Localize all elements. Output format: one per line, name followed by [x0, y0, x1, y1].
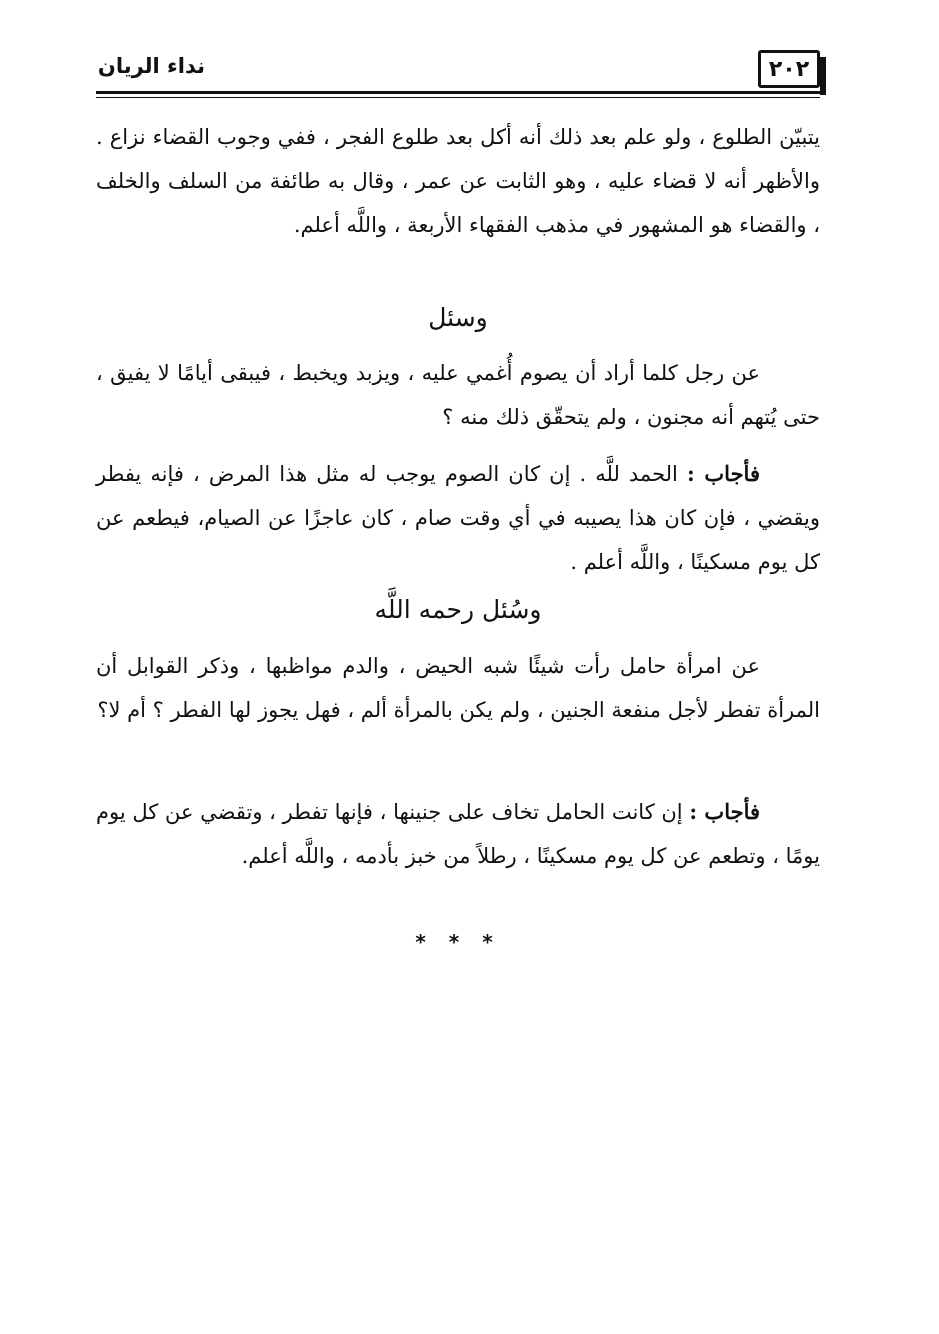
- running-title: نداء الريان: [97, 54, 205, 78]
- section-heading-2: وسُئل رحمه اللَّه: [374, 595, 542, 624]
- paragraph-continuation: يتبيّن الطلوع ، ولو علم بعد ذلك أنه أكل بعد طلوع الفجر ، ففي وجوب القضاء نزاع . والأظهر أنه لا قضاء عليه ، وهو الثابت عن عمر ، وقال به طائفة من السلف والخلف ، والقضاء هو المشهور في مذهب الفقهاء الأربعة ، واللَّه أعلم.: [96, 125, 820, 237]
- header-rule-thin: [96, 97, 820, 98]
- question-1: عن رجل كلما أراد أن يصوم أُغمي عليه ، ويزبد ويخبط ، فيبقى أيامًا لا يفيق ، حتى يُتهم أنه مجنون ، ولم يتحقّق ذلك منه ؟: [96, 361, 820, 429]
- answer-1-text: الحمد للَّه . إن كان الصوم يوجب له مثل هذا المرض ، فإنه يفطر ويقضي ، فإن كان هذا يصيبه في أي وقت صام ، كان عاجزًا عن الصيام، فيطعم عن كل يوم مسكينًا ، واللَّه أعلم .: [96, 462, 820, 574]
- answer-1-lead: فأجاب :: [686, 461, 760, 486]
- answer-2-lead: فأجاب :: [689, 799, 761, 824]
- header-rule: [96, 91, 820, 94]
- section-separator: * * *: [415, 930, 501, 954]
- answer-2-text: إن كانت الحامل تخاف على جنينها ، فإنها تفطر ، وتقضي عن كل يوم يومًا ، وتطعم عن كل يوم مسكينًا ، رطلاً من خبز بأدمه ، واللَّه أعلم.: [96, 800, 820, 868]
- answer-1: [96, 452, 820, 584]
- page-number: ٢٠٢: [758, 50, 820, 88]
- question-2: عن امرأة حامل رأت شيئًا شبه الحيض ، والدم مواظبها ، وذكر القوابل أن المرأة تفطر لأجل منفعة الجنين ، ولم يكن بالمرأة ألم ، فهل يجوز لها الفطر ؟ أم لا؟: [96, 654, 820, 722]
- section-heading-1: وسئل: [428, 303, 488, 332]
- answer-2: [96, 790, 820, 878]
